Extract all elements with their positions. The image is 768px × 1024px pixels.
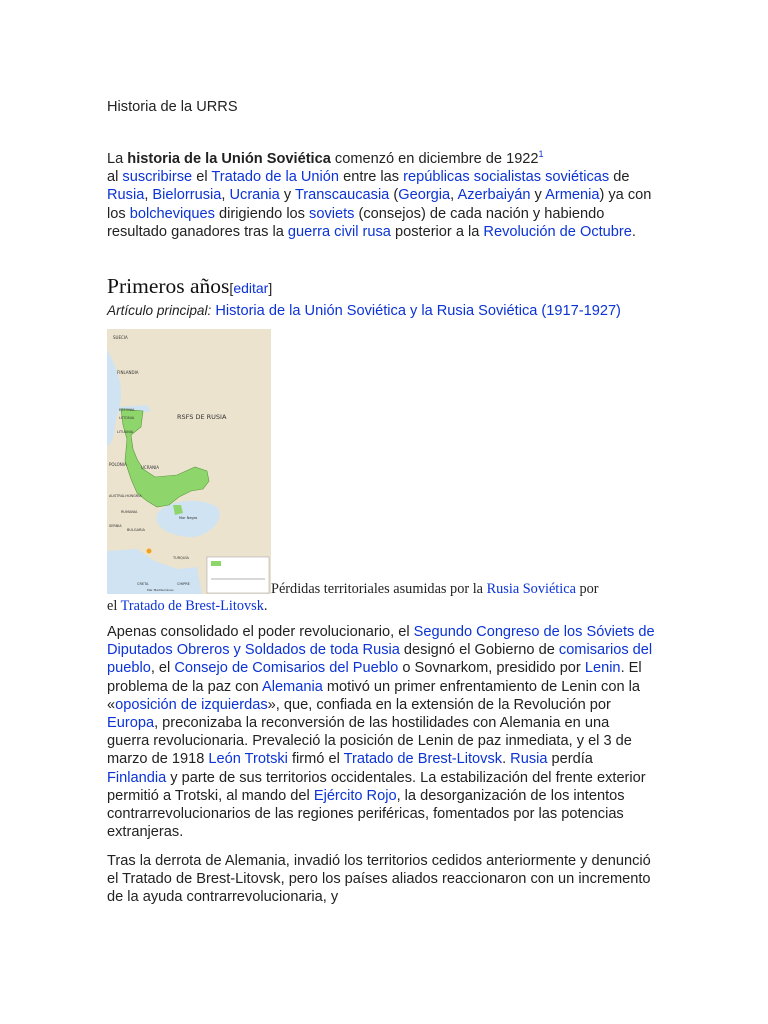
map-label: LITUANIA [117,430,134,434]
text: », que, confiada en la extensión de la Revolución por [267,696,611,713]
text: . [502,751,511,768]
text: de [609,169,630,186]
text: el [107,598,121,614]
text: . El problema de la paz con [107,660,642,695]
map-label: TURQUÍA [173,556,189,560]
map-label: BULGARIA [127,528,145,532]
link-armenia[interactable]: Armenia [545,187,600,204]
legend-swatch [211,561,221,566]
map-label: SUECIA [113,335,128,340]
location-marker [147,549,152,554]
text: designó el Gobierno de [399,642,559,659]
text: . [631,223,636,240]
text: , [221,187,230,204]
map-label: RSFS DE RUSIA [177,413,227,421]
bracket: ] [268,280,273,296]
link-lenin[interactable]: Lenin [584,660,621,677]
text: . [263,598,268,614]
map-label: CRETA [137,582,149,586]
link-europa[interactable]: Europa [107,715,155,732]
text: y [279,187,295,204]
edit-section [229,280,272,296]
link-tratado-brest[interactable]: Tratado de Brest-Litovsk [343,751,503,768]
bracket: [ [229,280,234,296]
map-label: Mar Negro [179,516,198,520]
link-rusia-2[interactable]: Rusia [510,751,548,768]
link-revolucion-octubre[interactable]: Revolución de Octubre [483,223,632,240]
text: Apenas consolidado el poder revolucionario, el [107,624,414,640]
map-label: ESTONIA [119,408,135,412]
caption-line-1 [271,580,599,599]
link-tratado-union[interactable]: Tratado de la Unión [211,169,340,186]
footnote-link[interactable]: 1 [538,149,544,160]
text: , la desorganización de los intentos contrarrevolucionarios de las regiones periféricas, fomentados por las potencias extranjeras. [107,787,625,841]
map-label: CHIPRE [177,582,190,586]
link-trotski[interactable]: León Trotski [208,751,288,768]
intro-paragraph [107,150,652,241]
map-label: LETONIA [119,416,135,420]
text: comenzó en diciembre de 1922 [330,151,539,167]
text: , el [150,660,175,677]
text: motivó un primer enfrentamiento de Lenin con la « [107,678,640,713]
text: ( [389,187,399,204]
link-republicas[interactable]: repúblicas socialistas soviéticas [403,169,610,186]
text: por [575,581,599,597]
map-label: RUMANIA [121,510,138,514]
text: La [107,151,128,167]
link-rusia-sovietica[interactable]: Rusia Soviética [486,581,576,597]
link-rusia[interactable]: Rusia [107,187,145,204]
link-azerbaiyan[interactable]: Azerbaiyán [457,187,531,204]
link-alemania[interactable]: Alemania [261,678,323,695]
text: el [192,169,212,186]
text: (consejos) de cada nación y habiendo resultado ganadores tras la [107,205,605,240]
link-segundo-congreso[interactable]: Segundo Congreso de los Sóviets de Diputados Obreros y Soldados de toda Rusia [107,624,655,659]
footnote-ref[interactable] [539,149,544,159]
text: firmó el [287,751,344,768]
map-label: FINLANDIA [117,370,139,375]
document-title: Historia de la URRS [107,99,238,115]
text: y [530,187,546,204]
section-heading [107,274,272,299]
link-bolcheviques[interactable]: bolcheviques [129,205,215,222]
link-brest-litovsk[interactable]: Tratado de Brest-Litovsk [120,598,264,614]
link-ejercito-rojo[interactable]: Ejército Rojo [313,787,397,804]
text: y parte de sus territorios occidentales. La estabilización del frente exterior permitió a Trotski, al mando del [107,769,646,804]
text: , [144,187,153,204]
link-guerra-civil[interactable]: guerra civil rusa [287,223,391,240]
map-label: UCRANIA [141,465,159,470]
main-article-note [107,303,621,319]
link-comisarios[interactable]: comisarios del pueblo [107,642,653,677]
territorial-losses-map[interactable] [107,329,271,594]
section-title: Primeros años [107,274,230,298]
link-consejo-comisarios[interactable]: Consejo de Comisarios del Pueblo [174,660,399,677]
link-suscribirse[interactable]: suscribirse [122,169,193,186]
text: al [107,169,123,186]
main-article-label: Artículo principal: [107,303,212,318]
main-article-link[interactable]: Historia de la Unión Soviética y la Rusia Soviética (1917-1927) [215,303,621,319]
link-georgia[interactable]: Georgia [398,187,451,204]
link-soviets[interactable]: soviets [309,205,355,222]
text: o Sovnarkom, presidido por [398,660,585,677]
text: perdía [547,751,593,768]
text: , [450,187,458,204]
map-label: AUSTRIA-HUNGRÍA [109,494,142,498]
bold-term: historia de la Unión Soviética [127,151,331,167]
link-bielorrusia[interactable]: Bielorrusia [152,187,222,204]
link-finlandia[interactable]: Finlandia [107,769,167,786]
map-label: SERBIA [109,524,122,528]
map-label: Mar Mediterráneo [147,588,174,592]
text: , preconizaba la reconversión de las hostilidades con Alemania en una guerra revolucionaria. Prevaleció la posición de Lenin de paz inmediata, y el 3 de marzo de 1918 [107,715,632,768]
text: ) ya con los [107,187,652,222]
text: dirigiendo los [214,205,310,222]
text: entre las [339,169,404,186]
link-ucrania[interactable]: Ucrania [229,187,280,204]
map-label: POLONIA [109,462,127,467]
link-transcaucasia[interactable]: Transcaucasia [294,187,390,204]
paragraph-3: Tras la derrota de Alemania, invadió los territorios cedidos anteriormente y denunció el Tratado de Brest-Litovsk, pero los países aliados reaccionaron con un incremento de la ayuda contrarrevolucionaria, y [107,853,651,906]
paragraph-2 [107,623,655,841]
edit-link[interactable]: editar [233,280,269,296]
link-oposicion-izquierdas[interactable]: oposición de izquierdas [115,696,268,713]
text: Pérdidas territoriales asumidas por la [271,581,487,597]
caption-line-2 [107,597,267,616]
text: posterior a la [390,223,484,240]
